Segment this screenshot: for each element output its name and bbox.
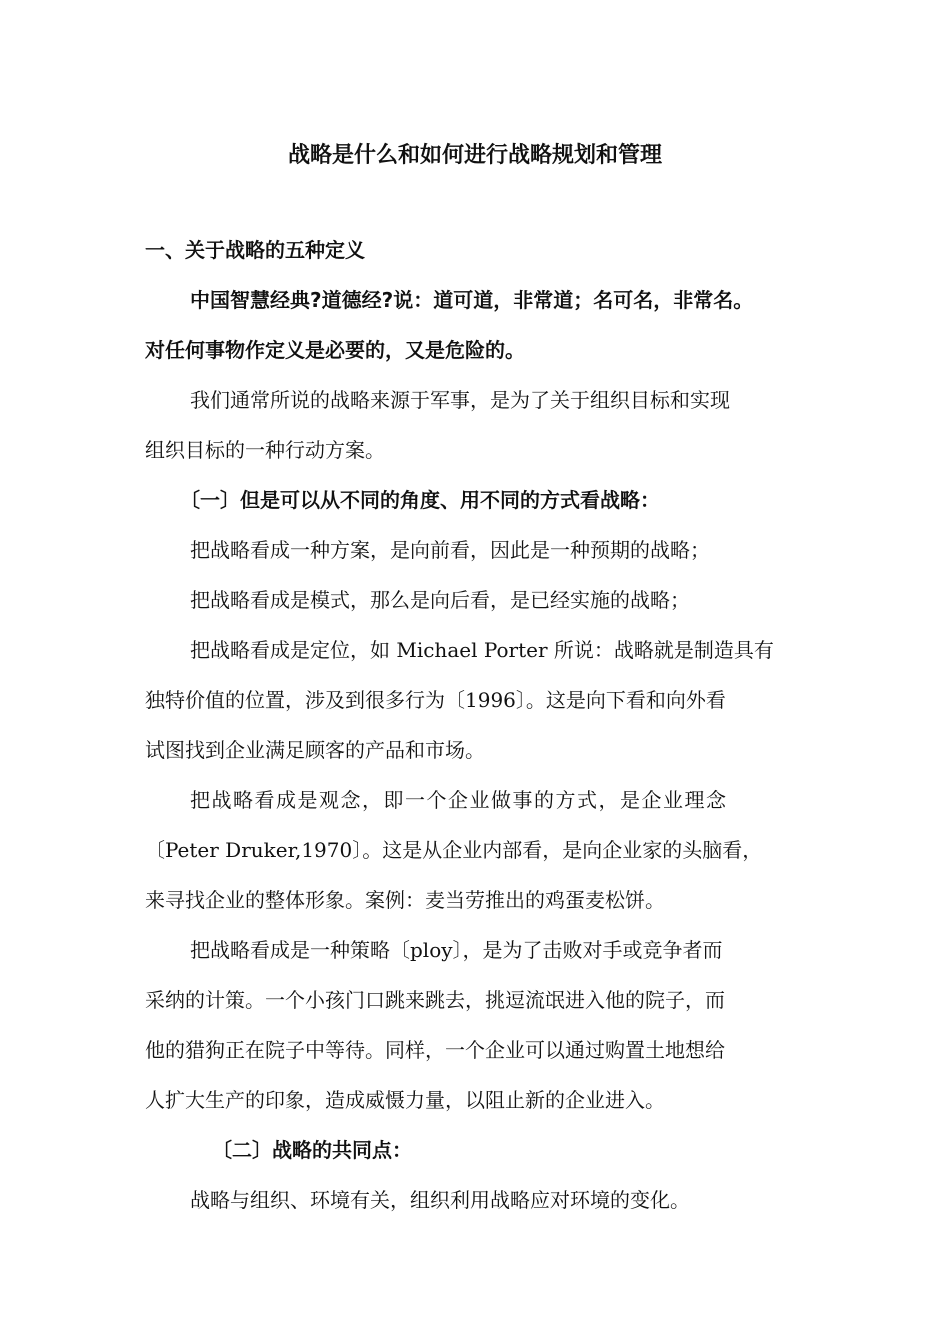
subsection-heading: 〔一〕但是可以从不同的角度、用不同的方式看战略： xyxy=(180,488,660,512)
subsection-heading: 〔二〕战略的共同点： xyxy=(212,1138,412,1162)
paragraph-line: 试图找到企业满足顾客的产品和市场。 xyxy=(145,738,485,762)
paragraph-line: 人扩大生产的印象，造成威慑力量，以阻止新的企业进入。 xyxy=(145,1088,665,1112)
paragraph-line: 〔Peter Druker,1970〕。这是从企业内部看，是向企业家的头脑看， xyxy=(145,838,763,862)
paragraph-line: 把战略看成是模式，那么是向后看，是已经实施的战略； xyxy=(190,588,690,612)
paragraph-line: 把战略看成一种方案，是向前看，因此是一种预期的战略； xyxy=(190,538,710,562)
paragraph-line: 采纳的计策。一个小孩门口跳来跳去，挑逗流氓进入他的院子，而 xyxy=(145,988,725,1012)
paragraph-line: 他的猎狗正在院子中等待。同样，一个企业可以通过购置土地想给 xyxy=(145,1038,725,1062)
paragraph-line: 组织目标的一种行动方案。 xyxy=(145,438,385,462)
paragraph-line: 对任何事物作定义是必要的，又是危险的。 xyxy=(145,338,525,362)
paragraph-line: 我们通常所说的战略来源于军事，是为了关于组织目标和实现 xyxy=(190,388,730,412)
section-heading: 一、关于战略的五种定义 xyxy=(145,238,365,262)
document-title: 战略是什么和如何进行战略规划和管理 xyxy=(287,143,662,168)
paragraph-line: 战略与组织、环境有关，组织利用战略应对环境的变化。 xyxy=(190,1188,690,1212)
paragraph-line: 来寻找企业的整体形象。案例：麦当劳推出的鸡蛋麦松饼。 xyxy=(145,888,665,912)
paragraph-line: 把战略看成是定位，如 Michael Porter 所说：战略就是制造具有 xyxy=(190,638,774,662)
paragraph-line: 把战略看成是观念，即一个企业做事的方式，是企业理念 xyxy=(190,788,728,812)
paragraph-line: 独特价值的位置，涉及到很多行为〔1996〕。这是向下看和向外看 xyxy=(145,688,726,712)
paragraph-line: 把战略看成是一种策略〔ploy〕，是为了击败对手或竞争者而 xyxy=(190,938,723,962)
paragraph-line: 中国智慧经典?道德经?说：道可道，非常道；名可名，非常名。 xyxy=(190,288,754,312)
